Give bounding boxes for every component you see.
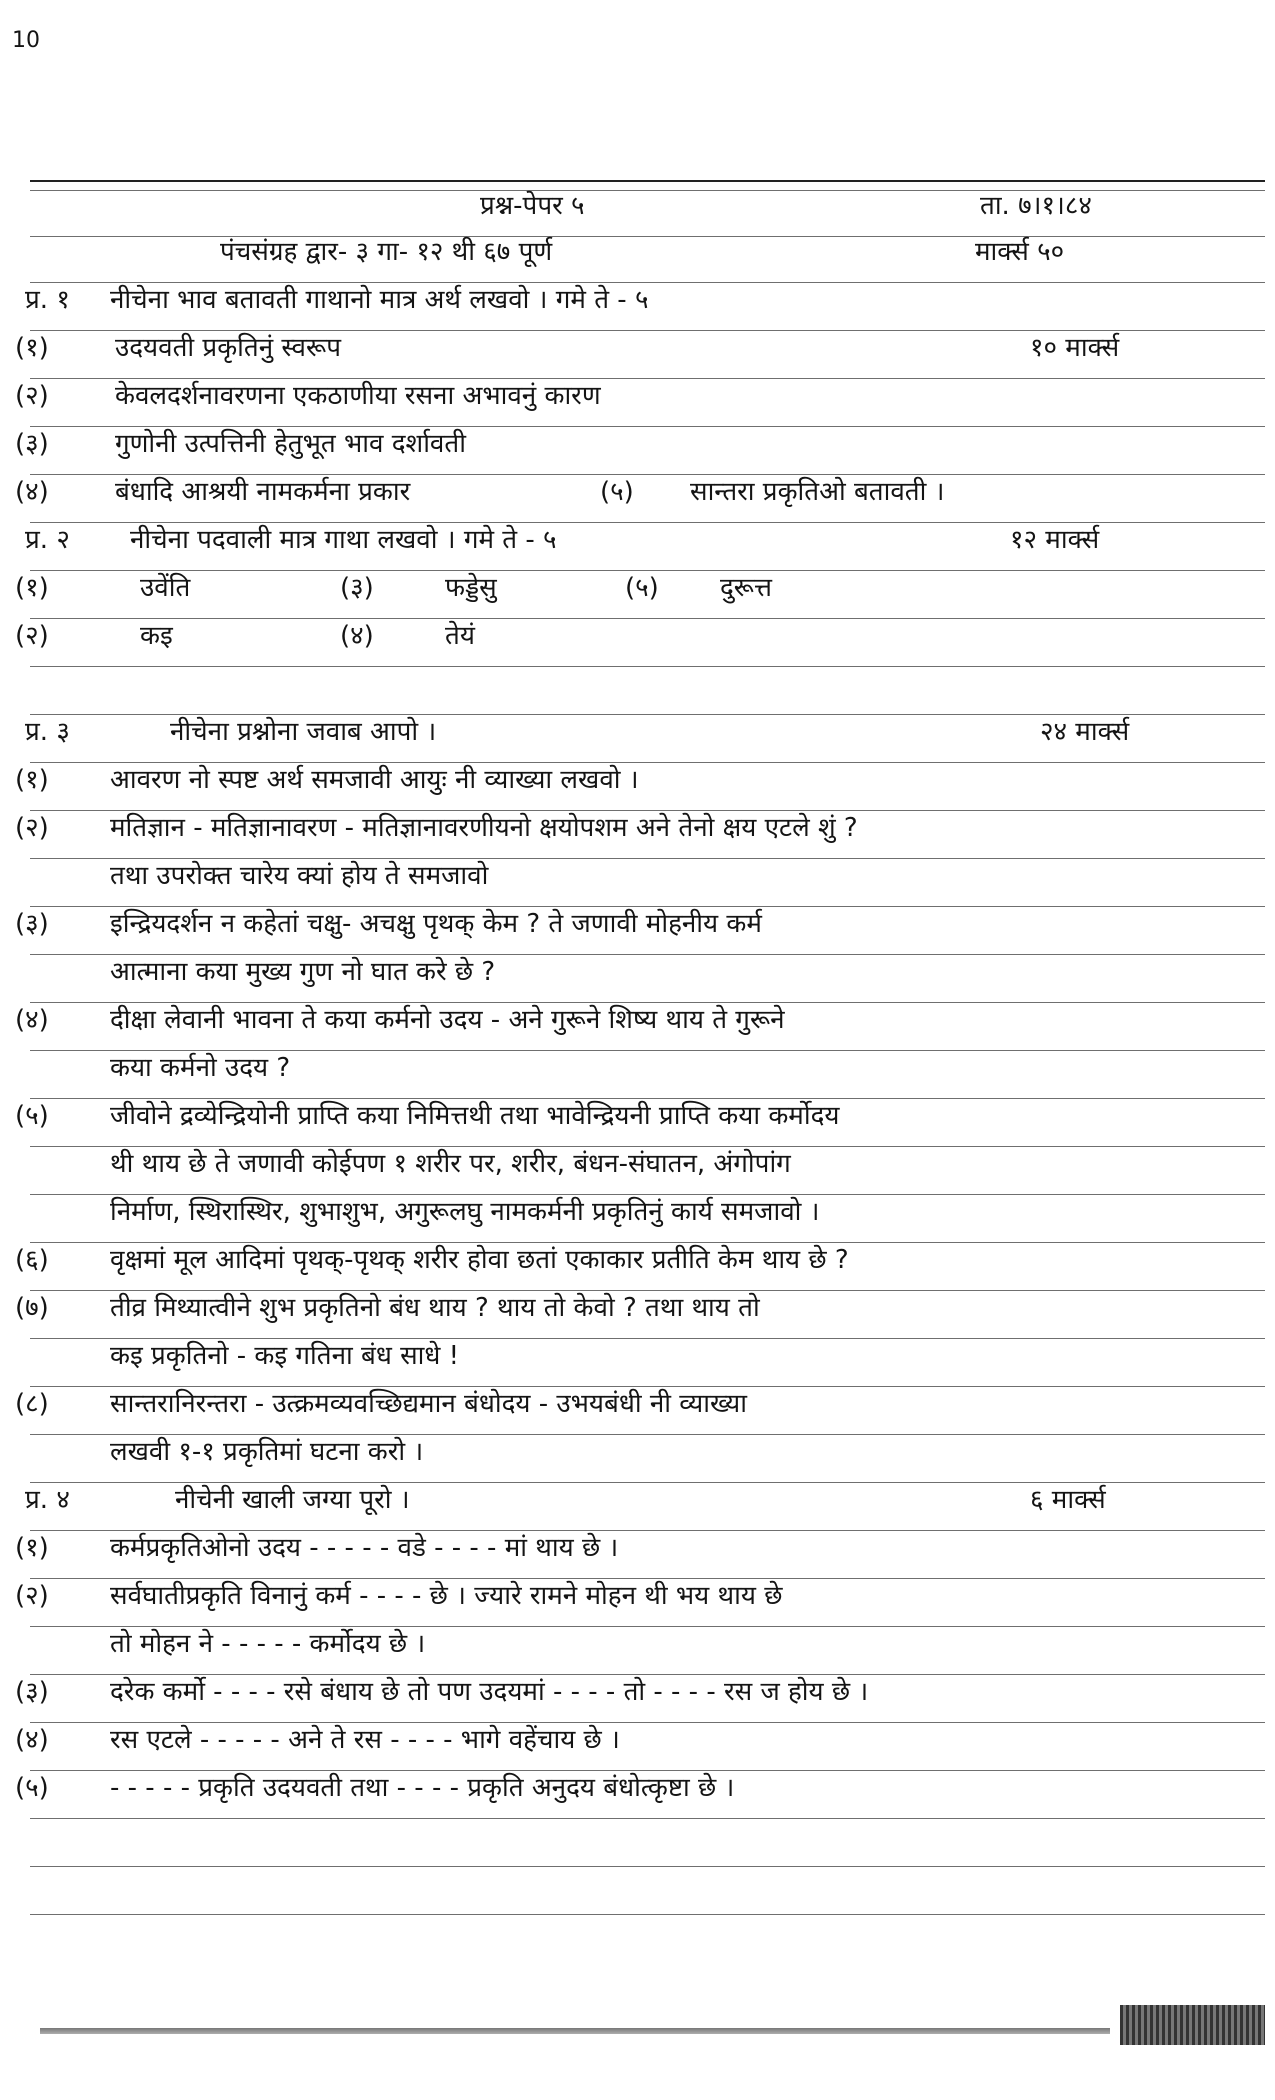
question-1-heading	[0, 278, 1275, 322]
item-number: (१)	[15, 765, 49, 795]
q1-item	[0, 326, 1275, 370]
item-text: मतिज्ञान - मतिज्ञानावरण - मतिज्ञानावरणीयनो क्षयोपशम अने तेनो क्षय एटले शुं ?	[110, 813, 858, 843]
q1-item	[0, 422, 1275, 466]
q3-line	[0, 1094, 1275, 1138]
item-text: उवेंति	[140, 573, 191, 603]
item-number: (२)	[15, 1581, 49, 1611]
item-text: आवरण नो स्पष्ट अर्थ समजावी आयुः नी व्याख्या लखवो ।	[110, 765, 639, 795]
rule-line	[30, 666, 1265, 667]
item-number: (३)	[15, 429, 49, 459]
item-number: (१)	[15, 1533, 49, 1563]
item-text: तथा उपरोक्त चारेय क्यां होय ते समजावो	[110, 861, 489, 891]
item-number: (५)	[600, 477, 634, 507]
q3-line	[0, 1334, 1275, 1378]
scan-corner-mark	[1120, 2005, 1265, 2045]
q4-line	[0, 1766, 1275, 1810]
item-text: सान्तरानिरन्तरा - उत्क्रमव्यवच्छिद्यमान बंधोदय - उभयबंधी नी व्याख्या	[110, 1389, 747, 1419]
item-number: (४)	[340, 621, 374, 651]
item-number: (५)	[15, 1773, 49, 1803]
item-number: (५)	[15, 1101, 49, 1131]
rule-line	[30, 1914, 1265, 1915]
question-text: नीचेना प्रश्नोना जवाब आपो ।	[170, 717, 437, 747]
item-text: गुणोनी उत्पत्तिनी हेतुभूत भाव दर्शावती	[115, 429, 466, 459]
syllabus-row	[0, 230, 1275, 274]
item-text: तीव्र मिथ्यात्वीने शुभ प्रकृतिनो बंध थाय ? थाय तो केवो ? तथा थाय तो	[110, 1293, 760, 1323]
item-text: सान्तरा प्रकृतिओ बतावती ।	[690, 477, 945, 507]
item-number: (३)	[340, 573, 374, 603]
question-text: नीचेना भाव बतावती गाथानो मात्र अर्थ लखवो । गमे ते - ५	[110, 285, 649, 315]
item-number: (२)	[15, 381, 49, 411]
item-text: रस एटले - - - - - अने ते रस - - - - भागे वहेंचाय छे ।	[110, 1725, 620, 1755]
item-text: थी थाय छे ते जणावी कोईपण १ शरीर पर, शरीर, बंधन-संघातन, अंगोपांग	[110, 1149, 791, 1179]
q3-line	[0, 1430, 1275, 1474]
question-3-heading	[0, 710, 1275, 754]
item-number: (३)	[15, 1677, 49, 1707]
syllabus-text: पंचसंग्रह द्वार- ३ गा- १२ थी ६७ पूर्ण	[220, 237, 553, 267]
item-text: तेयं	[445, 621, 475, 651]
item-text: निर्माण, स्थिरास्थिर, शुभाशुभ, अगुरूलघु नामकर्मनी प्रकृतिनुं कार्य समजावो ।	[110, 1197, 820, 1227]
question-marks: ६ मार्क्स	[1030, 1485, 1106, 1515]
q3-line	[0, 806, 1275, 850]
header-row	[0, 184, 1275, 228]
item-number: (१)	[15, 573, 49, 603]
q3-line	[0, 1046, 1275, 1090]
question-number: प्र. ४	[25, 1485, 70, 1515]
item-text: आत्माना कया मुख्य गुण नो घात करे छे ?	[110, 957, 496, 987]
item-text: जीवोने द्रव्येन्द्रियोनी प्राप्ति कया निमित्तथी तथा भावेन्द्रियनी प्राप्ति कया कर्मोदय	[110, 1101, 840, 1131]
q3-line	[0, 902, 1275, 946]
item-text: दरेक कर्मो - - - - रसे बंधाय छे तो पण उदयमां - - - - तो - - - - रस ज होय छे ।	[110, 1677, 869, 1707]
q3-line	[0, 854, 1275, 898]
question-text: नीचेना पदवाली मात्र गाथा लखवो । गमे ते - ५	[130, 525, 557, 555]
item-number: (४)	[15, 1725, 49, 1755]
item-text: उदयवती प्रकृतिनुं स्वरूप	[115, 333, 341, 363]
item-number: (६)	[15, 1245, 49, 1275]
item-text: इन्द्रियदर्शन न कहेतां चक्षु- अचक्षु पृथक् केम ? ते जणावी मोहनीय कर्म	[110, 909, 762, 939]
q4-line	[0, 1622, 1275, 1666]
item-text: दीक्षा लेवानी भावना ते कया कर्मनो उदय - अने गुरूने शिष्य थाय ते गुरूने	[110, 1005, 785, 1035]
q3-line	[0, 1190, 1275, 1234]
question-number: प्र. ३	[25, 717, 70, 747]
q3-line	[0, 758, 1275, 802]
item-number: (८)	[15, 1389, 49, 1419]
question-2-heading	[0, 518, 1275, 562]
page-number: 10	[12, 28, 40, 53]
q3-line	[0, 1142, 1275, 1186]
q4-line	[0, 1526, 1275, 1570]
q4-line	[0, 1718, 1275, 1762]
item-number: (५)	[625, 573, 659, 603]
q2-word-row	[0, 566, 1275, 610]
item-text: कइ प्रकृतिनो - कइ गतिना बंध साधे !	[110, 1341, 460, 1371]
item-text: केवलदर्शनावरणना एकठाणीया रसना अभावनुं कारण	[115, 381, 601, 411]
item-text: वृक्षमां मूल आदिमां पृथक्-पृथक् शरीर होवा छतां एकाकार प्रतीति केम थाय छे ?	[110, 1245, 849, 1275]
item-text: कर्मप्रकृतिओनो उदय - - - - - वडे - - - - मां थाय छे ।	[110, 1533, 619, 1563]
item-number: (७)	[15, 1293, 49, 1323]
item-number: (३)	[15, 909, 49, 939]
scan-edge-shadow	[40, 2028, 1110, 2034]
q3-line	[0, 950, 1275, 994]
total-marks: मार्क्स ५०	[975, 237, 1065, 267]
item-text: - - - - - प्रकृति उदयवती तथा - - - - प्रकृति अनुदय बंधोत्कृष्टा छे ।	[110, 1773, 735, 1803]
item-text: तो मोहन ने - - - - - कर्मोदय छे ।	[110, 1629, 426, 1659]
rule-line	[30, 1818, 1265, 1819]
item-text: लखवी १-१ प्रकृतिमां घटना करो ।	[110, 1437, 424, 1467]
rule-line	[30, 180, 1265, 182]
item-text: कइ	[140, 621, 173, 651]
paper-date: ता. ७।१।८४	[980, 191, 1092, 221]
question-number: प्र. १	[25, 285, 70, 315]
q3-line	[0, 998, 1275, 1042]
question-number: प्र. २	[25, 525, 70, 555]
item-number: (४)	[15, 1005, 49, 1035]
rule-line	[30, 1866, 1265, 1867]
item-text: सर्वघातीप्रकृति विनानुं कर्म - - - - छे । ज्यारे रामने मोहन थी भय थाय छे	[110, 1581, 783, 1611]
item-text: कया कर्मनो उदय ?	[110, 1053, 291, 1083]
item-text: बंधादि आश्रयी नामकर्मना प्रकार	[115, 477, 411, 507]
q3-line	[0, 1238, 1275, 1282]
question-marks: १० मार्क्स	[1030, 333, 1120, 363]
item-number: (२)	[15, 813, 49, 843]
paper-title: प्रश्न-पेपर ५	[480, 191, 585, 221]
question-marks: १२ मार्क्स	[1010, 525, 1100, 555]
q4-line	[0, 1574, 1275, 1618]
item-text: दुरूत्त	[720, 573, 772, 603]
q3-line	[0, 1382, 1275, 1426]
q2-word-row	[0, 614, 1275, 658]
question-marks: २४ मार्क्स	[1040, 717, 1130, 747]
q3-line	[0, 1286, 1275, 1330]
q1-item	[0, 374, 1275, 418]
q1-item	[0, 470, 1275, 514]
item-number: (१)	[15, 333, 49, 363]
item-text: फड्डेसु	[445, 573, 497, 603]
q4-line	[0, 1670, 1275, 1714]
item-number: (४)	[15, 477, 49, 507]
question-text: नीचेनी खाली जग्या पूरो ।	[175, 1485, 410, 1515]
item-number: (२)	[15, 621, 49, 651]
question-4-heading	[0, 1478, 1275, 1522]
